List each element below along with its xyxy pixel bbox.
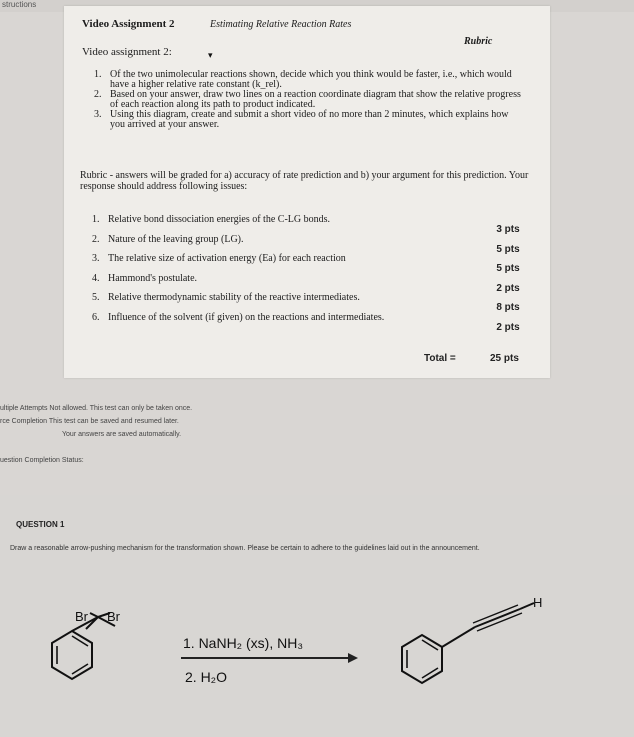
criterion-number: 1. — [92, 214, 100, 226]
product-structure — [402, 603, 534, 683]
completion-status-label: uestion Completion Status: — [0, 457, 84, 464]
criterion-item — [92, 210, 532, 230]
instruction-item — [94, 90, 524, 110]
reagent-line-2: 2. H₂O — [185, 669, 227, 685]
criterion-item — [92, 269, 532, 289]
question-block — [0, 495, 634, 737]
arrow-head-icon — [348, 653, 358, 663]
autosave-note: Your answers are saved automatically. — [62, 431, 182, 438]
criterion-points: 8 pts — [496, 302, 520, 313]
breadcrumb[interactable]: structions — [2, 0, 37, 9]
question-prompt: Draw a reasonable arrow-pushing mechanism for the transformation shown. Please be certain to adhere to the guidelines laid out in the announcement. — [10, 545, 480, 552]
assignment-document — [64, 6, 550, 378]
criterion-points: 2 pts — [496, 282, 520, 294]
assignment-title: Video Assignment 2 — [82, 18, 175, 30]
criterion-item — [92, 230, 532, 250]
criterion-number: 6. — [92, 311, 100, 323]
instruction-text: Based on your answer, draw two lines on a reaction coordinate diagram that show the relative progress of each reaction along its path to product indicated. — [110, 89, 521, 110]
instruction-item — [94, 70, 524, 90]
instruction-list — [94, 70, 524, 130]
multiple-attempts-note: ultiple Attempts Not allowed. This test can only be taken once. — [0, 405, 193, 412]
points-column — [488, 220, 528, 337]
instruction-number: 3. — [94, 109, 102, 120]
instruction-text: Using this diagram, create and submit a short video of no more than 2 minutes, which explains how you arrived at your answer. — [110, 109, 509, 130]
product-atom-label: H — [533, 595, 543, 610]
criterion-number: 4. — [92, 272, 100, 284]
criterion-item — [92, 288, 532, 308]
criterion-text: Relative bond dissociation energies of the C-LG bonds. — [108, 214, 330, 226]
criterion-number: 5. — [92, 292, 100, 304]
reagent-line-1: 1. NaNH₂ (xs), NH₃ — [183, 635, 304, 651]
instruction-number: 1. — [94, 69, 102, 80]
rubric-criteria-list — [92, 210, 532, 327]
assignment-subtitle: Estimating Relative Reaction Rates — [210, 19, 352, 30]
question-label: QUESTION 1 — [16, 520, 65, 529]
rubric-intro: Rubric - answers will be graded for a) accuracy of rate prediction and b) your argument for this prediction. Your response should address following issues: — [80, 170, 529, 192]
reaction-scheme — [0, 495, 634, 737]
criterion-points: 5 pts — [496, 263, 520, 274]
total-value: 25 pts — [490, 353, 519, 364]
instruction-item — [94, 110, 524, 130]
rubric-heading: Rubric — [464, 36, 493, 47]
force-completion-note: rce Completion This test can be saved and resumed later. — [0, 418, 179, 425]
mouse-cursor-icon: ▾ — [208, 50, 213, 60]
instruction-number: 2. — [94, 89, 102, 100]
assignment-intro: Video assignment 2: — [82, 46, 172, 58]
instruction-text: Of the two unimolecular reactions shown, decide which you think would be faster, i.e., which would have a higher relative rate constant (k_rel). — [110, 69, 512, 90]
criterion-text: Influence of the solvent (if given) on the reactions and intermediates. — [108, 311, 385, 323]
criterion-text: Nature of the leaving group (LG). — [108, 233, 244, 245]
criterion-points: 2 pts — [496, 321, 520, 333]
criterion-number: 2. — [92, 233, 100, 245]
criterion-number: 3. — [92, 253, 100, 265]
criterion-points: 5 pts — [496, 243, 520, 255]
criterion-text: The relative size of activation energy (Ea) for each reaction — [108, 253, 346, 265]
criterion-points: 3 pts — [496, 224, 520, 235]
total-label: Total = — [424, 353, 456, 364]
criterion-item — [92, 308, 532, 328]
criterion-text: Hammond's postulate. — [108, 272, 198, 284]
reactant-atom-label: Br — [75, 609, 88, 624]
criterion-text: Relative thermodynamic stability of the reactive intermediates. — [108, 292, 360, 304]
reactant-atom-label: Br — [107, 609, 120, 624]
criterion-item — [92, 249, 532, 269]
